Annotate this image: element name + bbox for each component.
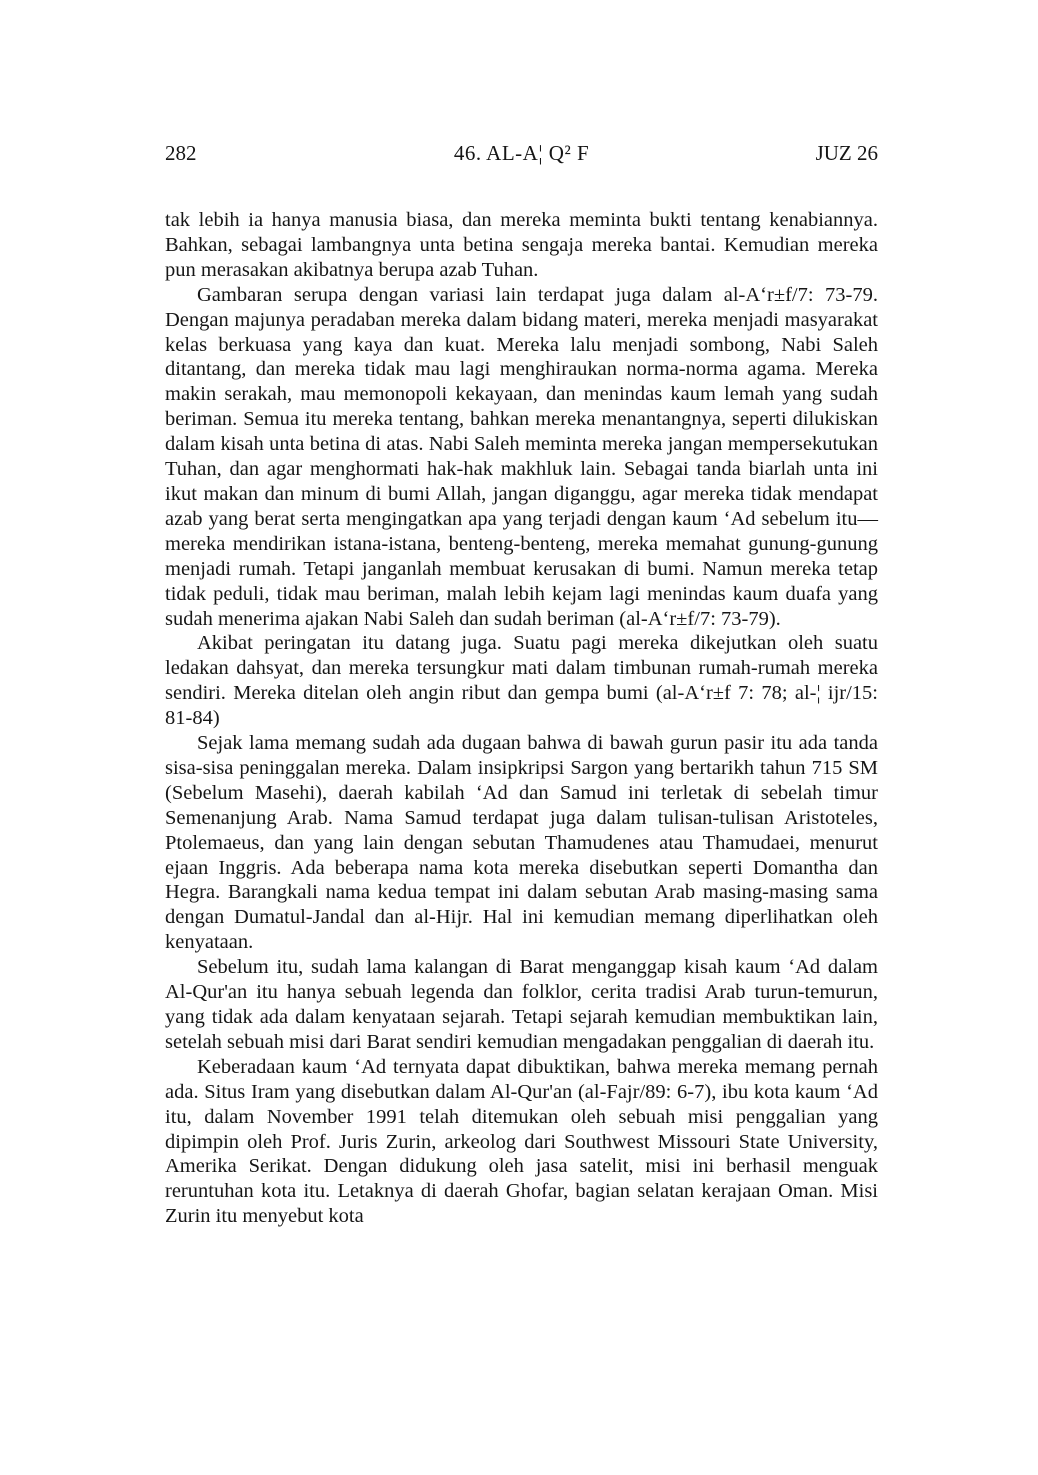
- paragraph: Sebelum itu, sudah lama kalangan di Barat menganggap kisah kaum ‘Ad dalam Al-Qur'an itu hanya sebuah legenda dan folklor, cerita tradisi Arab turun-temurun, yang tidak ada dalam kenyataan sejarah. Tetapi sejarah kemudian membuktikan lain, setelah sebuah misi dari Barat sendiri kemudian mengadakan penggalian di daerah itu.: [165, 956, 878, 1053]
- paragraph: Keberadaan kaum ‘Ad ternyata dapat dibuktikan, bahwa mereka memang pernah ada. Situs Iram yang disebutkan dalam Al-Qur'an (al-Fajr/89: 6-7), ibu kota kaum ‘Ad itu, dalam November 1991 telah ditemukan oleh sebuah misi penggalian yang dipimpin oleh Prof. Juris Zurin, arkeolog dari Southwest Missouri State University, Amerika Serikat. Dengan didukung oleh jasa satelit, misi ini berhasil menguak reruntuhan kota itu. Letaknya di daerah Ghofar, bagian selatan kerajaan Oman. Misi Zurin itu menyebut kota: [165, 1055, 878, 1228]
- page-number: 282: [165, 141, 197, 165]
- paragraph: Gambaran serupa dengan variasi lain terdapat juga dalam al-A‘r±f/7: 73-79. Dengan majunya peradaban mereka dalam bidang materi, mereka menjadi masyarakat kelas berkuasa yang kaya dan kuat. Mereka lalu menjadi sombong, Nabi Saleh ditantang, dan mereka tidak mau lagi menghiraukan norma-norma agama. Mereka makin serakah, mau memonopoli kekayaan, dan menindas kaum lemah yang sudah beriman. Semua itu mereka tentang, bahkan mereka menantangnya, seperti dilukiskan dalam kisah unta betina di atas. Nabi Saleh meminta mereka jangan mempersekutukan Tuhan, dan agar menghormati hak-hak makhluk lain. Sebagai tanda biarlah unta ini ikut makan dan minum di bumi Allah, jangan diganggu, agar mereka tidak mendapat azab yang berat serta mengingatkan apa yang terjadi dengan kaum ‘Ad sebelum itu—mereka mendirikan istana-istana, benteng-benteng, mereka memahat gunung-gunung menjadi rumah. Tetapi janganlah membuat kerusakan di bumi. Namun mereka tetap tidak peduli, tidak mau beriman, malah lebih kejam lagi menindas kaum duafa yang sudah menerima ajakan Nabi Saleh dan sudah beriman (al-A‘r±f/7: 73-79).: [165, 283, 878, 630]
- paragraph: Akibat peringatan itu datang juga. Suatu pagi mereka dikejutkan oleh suatu ledakan dahsyat, dan mereka tersungkur mati dalam timbunan rumah-rumah mereka sendiri. Mereka ditelan oleh angin ribut dan gempa bumi (al-A‘r±f 7: 78; al-¦ ijr/15: 81-84): [165, 632, 878, 730]
- juz-label: JUZ 26: [815, 141, 878, 165]
- page-body: [165, 208, 878, 1229]
- running-header: [165, 140, 878, 166]
- paragraph-continuation: tak lebih ia hanya manusia biasa, dan mereka meminta bukti tentang kenabiannya. Bahkan, sebagai lambangnya unta betina sengaja mereka bantai. Kemudian mereka pun merasakan akibatnya berupa azab Tuhan.: [165, 209, 878, 281]
- surah-title: 46. AL-A¦ Q² F: [453, 141, 590, 165]
- paragraph: Sejak lama memang sudah ada dugaan bahwa di bawah gurun pasir itu ada tanda sisa-sisa peninggalan mereka. Dalam insipkripsi Sargon yang bertarikh tahun 715 SM (Sebelum Masehi), daerah kabilah ‘Ad dan Samud ini terletak di sebelah timur Semenanjung Arab. Nama Samud terdapat juga dalam tulisan-tulisan Aristoteles, Ptolemaeus, dan yang lain dengan sebutan Thamudenes atau Thamudaei, menurut ejaan Inggris. Ada beberapa nama kota mereka disebutkan seperti Domantha dan Hegra. Barangkali nama kedua tempat ini dalam sebutan Arab masing-masing sama dengan Dumatul-Jandal dan al-Hijr. Hal ini kemudian memang diperlihatkan oleh kenyataan.: [165, 732, 878, 954]
